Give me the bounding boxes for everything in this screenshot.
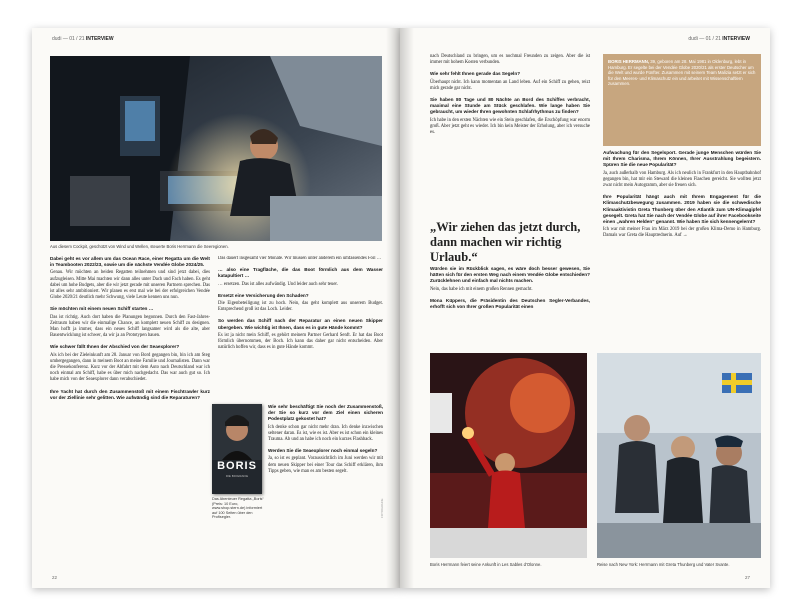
answer: nach Deutschland zu bringen, um es nochmal Freunden zu zeigen. Aber die ist immer mit hohem Kosten verbunden. <box>430 54 590 66</box>
left-column-2 <box>218 256 383 401</box>
arrival-photo <box>430 353 587 558</box>
question: Ihre Popularität hängt auch mit Ihrem Engagement für die Klimaschutzbewegung zusammen. 2019 haben sie die schwedische Klimaaktivistin Greta Thunberg über den Atlantik zum UN-Klimagipfel gesegelt. Greta hat Sie nach der Vendée Globe auf ihrer Facebookseite einen „wahren Helden“ genannt. Wie haben Sie sich kennengelernt? <box>603 194 761 225</box>
left-page <box>32 28 400 588</box>
book-subtitle: DIE BIOGRAFIE <box>225 474 249 478</box>
answer: Genau. Wir möchten an beiden Regatten teilnehmen und sind jetzt dabei, dies aufzugleisen. Mitte Mai machten wir dann alles unter Dach und Fach haben. Es geht dabei um hohe Budgets, aber die wir jetzt gerade mit unseren Partnern sprechen. Das ist alles sehr ambitioniert. Wir planen es erst mal wie bei der erfolgreichen Vendée Globe 2020/21 deutlich mehr Schwung, viele Leute kennen uns nun. <box>50 270 210 301</box>
header-issue: dudi — 01 / 21 <box>52 36 85 42</box>
header-issue: dudi — 01 / 21 <box>688 36 721 42</box>
answer: Ich denke schon gar nicht mehr dran. Ich denke inzwischen seltener daran. Es ist, wie es ist. Aber es ist schon ein kleines Trauma. Ab und an habe ich noch ein kurzes Flashback. <box>268 424 383 443</box>
question: Werden Sie die Seaexplorer noch einmal segeln? <box>268 448 378 454</box>
left-column-1 <box>50 256 210 403</box>
right-page <box>400 28 770 588</box>
question: Ersetzt eine Versicherung den Schaden? <box>218 292 309 298</box>
header-section: INTERVIEW <box>85 36 114 42</box>
question: Mona Küppers, die Präsidentin des Deutschen Segler-Verbandes, erhofft sich von Ihrer großen Popularität einen <box>430 297 590 310</box>
answer: Das dauert insgesamt vier Monate. Wir müssen unter anderem ein umfassendes Foil … <box>218 256 382 261</box>
answer: Ja, auch außerhalb von Hamburg. Als ich neulich in Frankfurt in den Hauptbahnhof gegangen bin, hat mir ein Steward die kleinen Flaschen gereicht. Sie wollten jetzt zwar nicht mein Autogramm, aber sie freuen sich. <box>603 170 761 189</box>
caption-arrival: Boris Herrmann feiert seine Ankunft in Les Sables d’Olonne. <box>430 562 542 567</box>
bio-box <box>603 54 761 146</box>
answer: Als ich bei der Zieleinkunft am 28. Januar von Bord gegangen bin, bin ich am Steg umhergegangen, dann in meinem Boot an meine Familie und Journalisten. Dann war die Pressekonferenz. Kurz vor der Abfahrt mit dem Auto nach Deutschland war ich noch einmal am Schiff, habe es über mich nachgedacht. Das war auch gut so. Ich habe mich von der Seaexplorer dann verabschiedet. <box>50 352 210 383</box>
book-cover <box>212 404 262 494</box>
answer: Überhaupt nicht. Ich kann momentan an Land leben. Auf ein Schiff zu gehen, reizt mich gerade gar nicht. <box>430 79 590 91</box>
answer: Die Eigenbeteiligung ist zu hoch. Nein, das geht komplett aus unserem Budget. Entsprechend groß ist das Loch. Leider. <box>218 301 383 313</box>
book-title: BORIS <box>217 460 257 472</box>
book-caption: Das Abenteuer Regatta „Boris“ (Preis: 10 Euro, www.shop.stern.de) informiert auf 100 Seiten über den Profisegler. <box>212 497 264 520</box>
bio-text: 39, geboren am 28. Mai 1981 in Oldenburg, lebt in Hamburg. Er segelte bei der Vendée Globe 2020/21 als erster Deutscher um die Welt und wurde Fünfter. Zusammen mit seinem Team Malizia setzt er sich für den Meeres- und Klimaschutz ein und arbeitet mit Wissenschaftlern zusammen. <box>608 59 756 87</box>
answer: Nein, das habe ich mit einem großen Rennen gemacht. <box>430 286 533 292</box>
question: Ihre Yacht hat durch den Zusammenstoß mit einem Fischtrawler kurz vor der Ziellinie sehr gelitten. Wie aufwändig sind die Reparaturen? <box>50 388 210 400</box>
arrival-photo-art <box>430 353 587 558</box>
question: Wie sehr beschäftigt Sie noch der Zusammenstoß, der Sie so kurz vor dem Ziel einen sicheren Podestplatz gekostet hat? <box>268 404 383 422</box>
question: … also eine Tragfläche, die das Boot förmlich aus dem Wasser katapultiert … <box>218 267 383 279</box>
left-column-2-lower <box>268 404 383 475</box>
photo-caption: Aus diesem Cockpit, geschützt von Wind und Wellen, steuerte Boris Herrmann die Seeregionen. <box>50 244 229 249</box>
answer: Ich war mit meiner Frau im März 2019 bei der großen Klima-Demo in Hamburg. Damals war Greta die Hauptrednerin. Auf → <box>603 227 761 239</box>
cockpit-photo <box>50 56 382 241</box>
greta-photo-art <box>597 353 761 558</box>
question: Sie haben 80 Tage und 80 Nächte an Bord des Schiffes verbracht, maximal eine Stunde am Stück geschlafen. Wie lange haben Sie gebraucht, um wieder Ihren gewohnten Schlafrhythmus zu finden? <box>430 97 590 115</box>
right-header <box>688 36 750 42</box>
header-section: INTERVIEW <box>722 36 750 42</box>
answer: Es ist ja nicht mein Schiff, es gehört meinem Partner Gerhard Senft. Er hat das Boot förmlich übernommen, der Boch. Ich kann das daher gar nicht entscheiden. Aber natürlich hoffen wir, dass es in gute Hände kommt. <box>218 332 383 351</box>
greta-photo <box>597 353 761 558</box>
answer: Ja, so ist es geplant. Voraussichtlich im Juni werden wir mit dem neuen Skipper bei einer Tour das Schiff erklären, ihm Tipps geben, wie man es am besten segelt. <box>268 456 383 474</box>
question: Sie möchten mit einem neuen Schiff starten … <box>50 306 154 312</box>
answer: … ersetzen. Das ist alles aufwändig. Und leider auch sehr teuer. <box>218 281 338 287</box>
pull-quote: „Wir ziehen das jetzt durch, dann machen wir richtig Urlaub.“ <box>430 220 581 264</box>
bio-name: BORIS HERRMANN, <box>608 59 650 64</box>
question: Dabei geht es vor allem um das Ocean Race, einer Regatta um die Welt in Teambooten 2022/23, sowie um die nächste Vendée Globe 2024/25. <box>50 256 210 268</box>
cockpit-photo-art <box>50 56 382 241</box>
right-column-1 <box>430 54 590 136</box>
question: Würden sie im Rückblick sagen, es wäre doch besser gewesen, Sie hätten sich für den ersten Weg nach einem Vendée Globe entschieden? Zurücklehnen und einfach mal nichts machen. <box>430 266 590 284</box>
right-column-1-lower <box>430 266 590 312</box>
right-column-2 <box>603 150 761 240</box>
answer: Das ist richtig. Auch dort haben die Planungen begonnen. Durch den Fast-Jahres-Zeitraum haben wir die einmalige Chance, an komplett neuen Schiff zu designen. Man hofft ja immer, dass ein neues Schiff langsamer wird als die alte, aber Bauentwicklung ist schwer, da wir ja an Prototypen bauen. <box>50 314 210 339</box>
left-header <box>52 36 114 42</box>
page-number-right: 27 <box>744 575 750 580</box>
page-number-left: 22 <box>52 575 58 580</box>
question: Wie sehr fehlt Ihnen gerade das Segeln? <box>430 71 521 77</box>
question: Aufwachung für den Segelsport. Gerade junge Menschen würden Sie mit Ihrem Charisma, Ihrem Können, Ihrer Ausstrahlung begeistern. Spüren Sie die neue Popularität? <box>603 150 761 168</box>
side-vertical-text: FOTOGRAFIE <box>380 498 384 518</box>
answer: Ich habe in den ersten Nächten wie ein Stein geschlafen, die Erschöpfung war enorm groß. Aber jetzt geht es wieder. Ich bin kein Meister der Erholung, aber ich versuche es. <box>430 117 590 136</box>
caption-greta: Reise nach New York: Herrmann mit Greta Thunberg und Vater Svante. <box>597 562 730 567</box>
question: So werden das Schiff nach der Reparatur an einen neuen Skipper übergeben. Wie wichtig ist Ihnen, dass es in gute Hände kommt? <box>218 318 383 330</box>
question: Wie schwer fällt Ihnen der Abschied von der Seaexplorer? <box>50 344 180 350</box>
book-portrait <box>212 404 262 460</box>
